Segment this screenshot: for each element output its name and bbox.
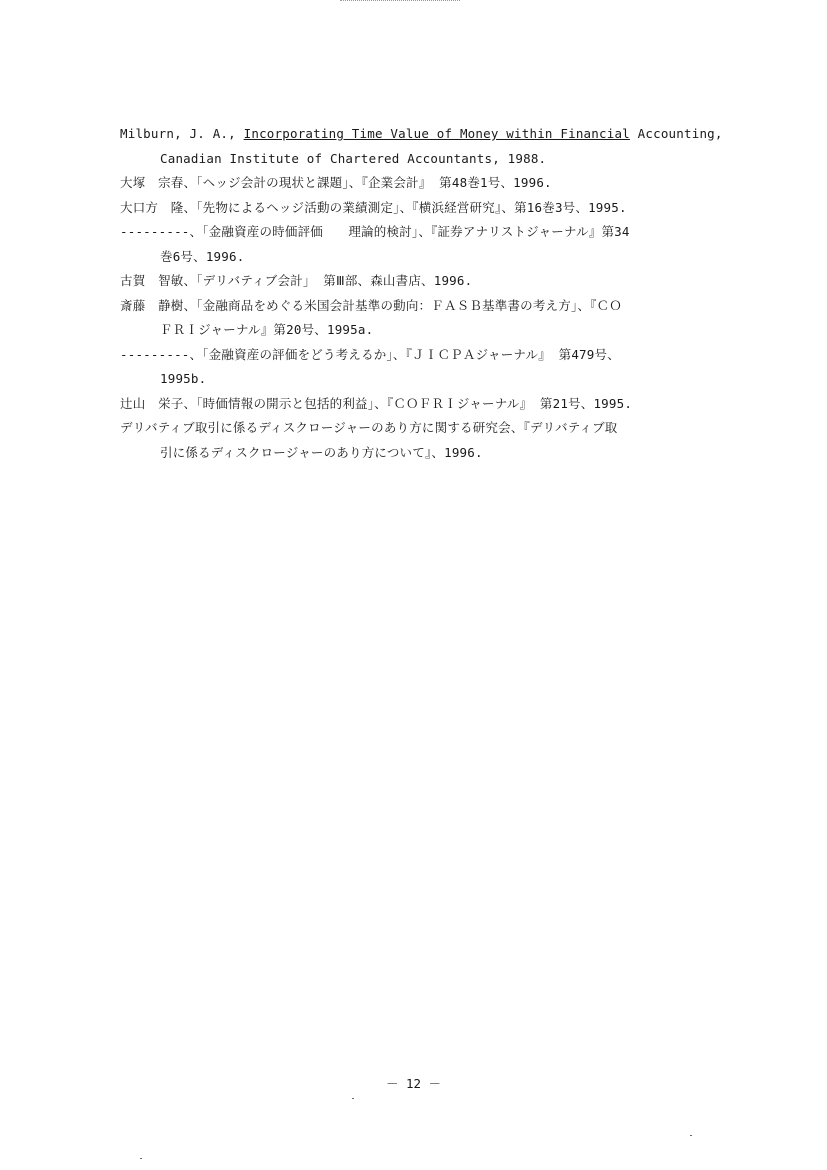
scan-speck (690, 1135, 692, 1136)
header-scan-mark (340, 0, 460, 7)
reference-entry (120, 294, 760, 343)
reference-entry (120, 220, 760, 269)
page-number: － 12 － (385, 1076, 442, 1091)
reference-entry (120, 269, 760, 294)
reference-text: ---------、「金融資産の評価をどう考えるか」、『ＪＩＣＰＡジャーナル』 第479号、 (120, 346, 620, 362)
reference-entry (120, 416, 760, 465)
scan-speck (140, 1158, 142, 1159)
scan-speck (352, 1098, 354, 1099)
reference-continuation: Canadian Institute of Chartered Accountants, 1988. (160, 150, 547, 166)
reference-continuation: 巻6号、1996. (160, 248, 245, 264)
reference-text: 大口方 隆、「先物によるヘッジ活動の業績測定」、『横浜経営研究』、第16巻3号、1995. (120, 199, 627, 215)
reference-text: 斎藤 静樹、「金融商品をめぐる米国会計基準の動向：ＦＡＳＢ基準書の考え方」、『ＣＯ (120, 297, 622, 313)
reference-title-underlined: Incorporating Time Value of Money within Financial (243, 126, 630, 141)
reference-text: 辻山 栄子、「時価情報の開示と包括的利益」、『ＣＯＦＲＩジャーナル』 第21号、1995. (120, 395, 633, 411)
reference-entry (120, 392, 760, 417)
reference-entry (120, 343, 760, 392)
reference-continuation: 引に係るディスクロージャーのあり方について』、1996. (160, 444, 483, 460)
reference-entry (120, 196, 760, 221)
reference-entry (120, 171, 760, 196)
reference-text: 大塚 宗春、「ヘッジ会計の現状と課題」、『企業会計』 第48巻1号、1996. (120, 175, 552, 190)
reference-continuation: 1995b. (160, 371, 207, 386)
reference-text: ---------、「金融資産の時価評価 理論的検討」、『証券アナリストジャーナル』第34 (120, 224, 630, 239)
reference-text: デリバティブ取引に係るディスクロージャーのあり方に関する研究会、『デリバティブ取 (120, 420, 618, 435)
reference-text: Accounting, (629, 126, 723, 141)
reference-text: 古賀 智敏、「デリバティブ会計」 第Ⅲ部、森山書店、1996. (120, 273, 473, 288)
reference-text: Milburn, J. A., (120, 126, 244, 141)
reference-entry (120, 122, 760, 171)
reference-continuation: ＦＲＩジャーナル』第20号、1995a. (160, 322, 374, 337)
reference-list (120, 122, 760, 465)
